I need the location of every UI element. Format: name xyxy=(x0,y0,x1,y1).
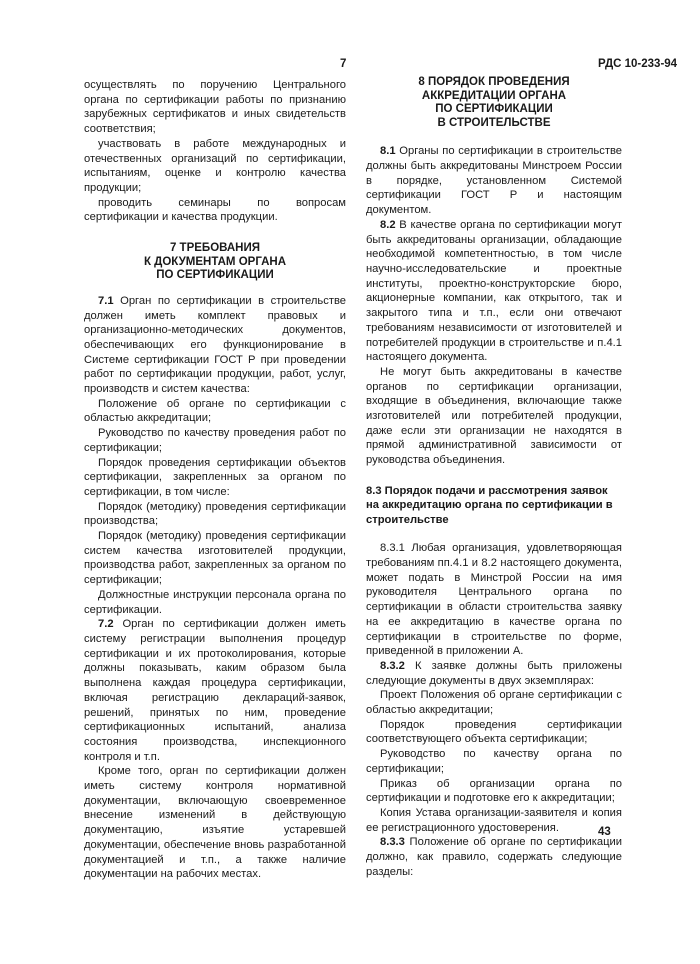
clause-text: Орган по сертификации в строительстве должен иметь комплект правовых и организационно-методических документов, обеспечивающих его функционирование в Системе сертификации ГОСТ Р при проведении работ по сертификации продукции, работ, услуг, производств и систем качества: xyxy=(84,294,346,396)
list-item: Положение об органе по сертификации с областью аккредитации; xyxy=(84,397,346,425)
page-number-header: 7 xyxy=(340,58,347,70)
clause-8-3-1 xyxy=(366,541,622,659)
clause-text: Орган по сертификации должен иметь систему регистрации выполнения процедур сертификации и их протоколирования, которые должны показывать, каким образом была выполнена каждая процедура сертификации, включая регистрацию деклараций-заявок, решений, принятых по ним, проведение сертификационных испытаний, анализа состояния производства, инспекционного контроля и т.п. xyxy=(84,618,346,763)
clause-8-1 xyxy=(366,144,622,218)
clause-7-1 xyxy=(84,294,346,397)
clause-number: 8.3.2 xyxy=(380,659,405,672)
section-8-heading: 8 ПОРЯДОК ПРОВЕДЕНИЯ АККРЕДИТАЦИИ ОРГАНА ПО СЕРТИФИКАЦИИ В СТРОИТЕЛЬСТВЕ xyxy=(418,76,570,129)
list-item: Порядок (методику) проведения сертификации систем качества изготовителей продукции, производства работ, закрепленных за органом по сертификации; xyxy=(84,530,346,587)
paragraph: Кроме того, орган по сертификации должен иметь систему контроля нормативной документации, включающую своевременное внесение изменений в действующую документацию, изъятие устаревшей документации, обеспечение вновь разработанной документацией и т.п., а также наличие документации на рабочих местах. xyxy=(84,765,346,881)
clause-number: 7.2 xyxy=(98,618,114,631)
paragraph: Не могут быть аккредитованы в качестве органов по сертификации организации, входящие в объединения, включающие также изготовителей или потребителей продукции, даже если эти организации не находятся в прямой административной зависимости от руководства объединения. xyxy=(366,365,622,467)
list-item: Порядок проведения сертификации объектов сертификации, закрепленных за органом по сертификации, в том числе: xyxy=(84,456,346,498)
clause-text: Органы по сертификации в строительстве должны быть аккредитованы Минстроем России в порядке, установленном Системой сертификации ГОСТ Р и настоящим документом. xyxy=(366,145,622,217)
list-item: Приказ об организации органа по сертификации и подготовке его к аккредитации; xyxy=(366,777,622,805)
clause-text: К заявке должны быть приложены следующие документы в двух экземплярах: xyxy=(366,659,622,687)
right-column xyxy=(366,76,622,880)
clause-8-3-2 xyxy=(366,659,622,688)
list-item: Руководство по качеству органа по сертификации; xyxy=(366,748,622,775)
list-item: Копия Устава организации-заявителя и копия ее регистрационного удостоверения. xyxy=(366,807,622,834)
list-item: Порядок (методику) проведения сертификации производства; xyxy=(84,500,346,528)
list-item: Должностные инструкции персонала органа по сертификации. xyxy=(84,588,346,616)
clause-text: Любая организация, удовлетворяющая требованиям пп.4.1 и 8.2 настоящего документа, может подать в Минстрой России на имя руководителя Центрального органа по сертификации в области строительства заявку на ее аккредитацию в качестве органа по сертификации в строительстве по форме, приведенной в приложении А. xyxy=(366,542,622,658)
list-item: Порядок проведения сертификации соответствующего объекта сертификации; xyxy=(366,718,622,746)
document-code: РДС 10-233-94 xyxy=(598,58,678,70)
clause-8-2 xyxy=(366,218,622,365)
left-column xyxy=(84,78,346,882)
clause-text: В качестве органа по сертификации могут быть аккредитованы организации, обладающие необходимой компетентностью, в том числе научно-исследовательские и проектные институты, проектно-конструкторские бюро, акционерные компании, как открытого, так и закрытого типа и т.п., если они отвечают требованиям независимости от изготовителей и потребителей продукции в строительстве и п.4.1 настоящего документа. xyxy=(366,218,622,364)
paragraph: осуществлять по поручению Центрального органа по сертификации работы по признанию зарубежных сертификатов и иных свидетельств соответствия; xyxy=(84,79,346,136)
page-number-footer: 43 xyxy=(598,826,611,838)
clause-text: Положение об органе по сертификации должно, как правило, содержать следующие разделы: xyxy=(366,836,622,878)
clause-8-3-3 xyxy=(366,835,622,879)
clause-8-3-heading: 8.3 Порядок подачи и рассмотрения заявок на аккредитацию органа по сертификации в строительстве xyxy=(366,484,613,526)
clause-number: 8.2 xyxy=(380,218,396,231)
clause-number: 8.3.1 xyxy=(380,542,405,555)
clause-7-2 xyxy=(84,617,346,764)
section-7-heading: 7 ТРЕБОВАНИЯ К ДОКУМЕНТАМ ОРГАНА ПО СЕРТИФИКАЦИИ xyxy=(143,242,287,282)
clause-number: 7.1 xyxy=(98,294,114,307)
paragraph: участвовать в работе международных и отечественных организаций по сертификации, испытаниям, оценке и контролю качества продукции; xyxy=(84,137,346,194)
clause-number: 8.3.3 xyxy=(380,836,405,849)
list-item: Руководство по качеству проведения работ по сертификации; xyxy=(84,427,346,454)
list-item: Проект Положения об органе сертификации с областью аккредитации; xyxy=(366,689,622,717)
clause-number: 8.1 xyxy=(380,145,396,158)
paragraph: проводить семинары по вопросам сертификации и качества продукции. xyxy=(84,196,346,224)
